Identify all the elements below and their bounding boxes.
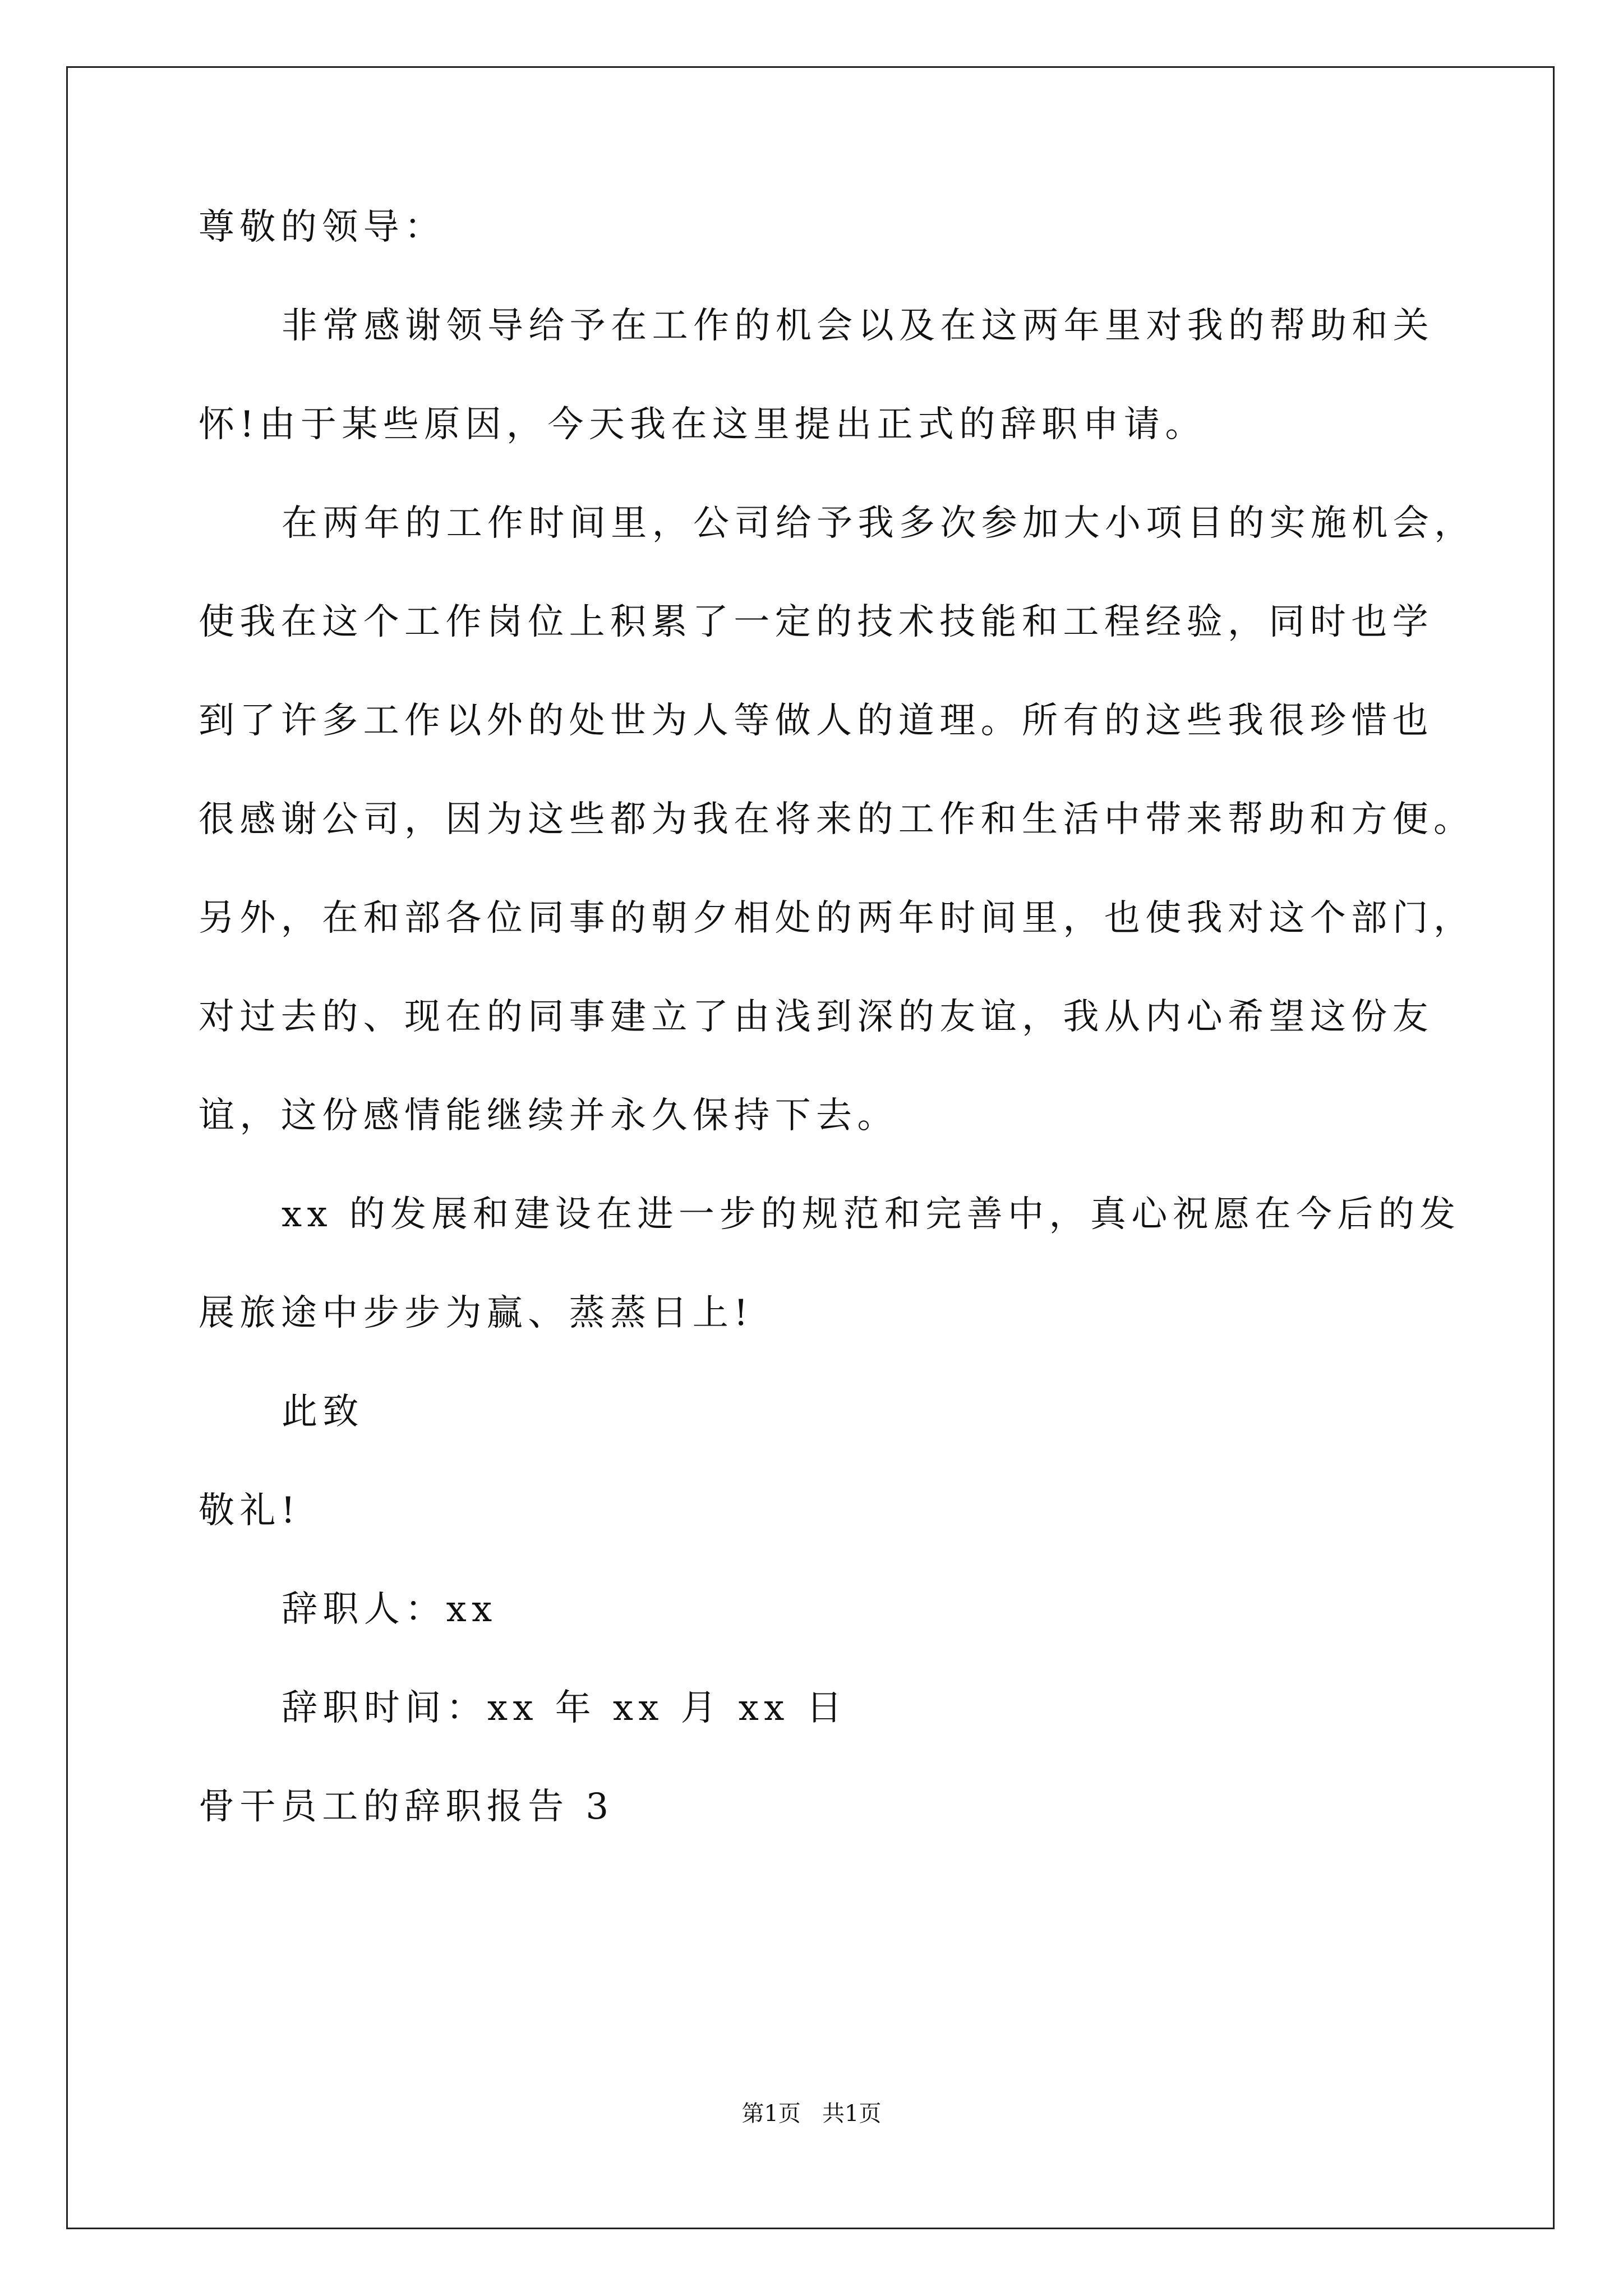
resign-date-line: 辞职时间：xx 年 xx 月 xx 日 xyxy=(282,1687,847,1729)
next-section-title: 骨干员工的辞职报告 3 xyxy=(199,1786,614,1828)
paragraph-2-line-3: 到了许多工作以外的处世为人等做人的道理。所有的这些我很珍惜也 xyxy=(199,700,1433,742)
closing-salutation: 此致 xyxy=(282,1391,364,1433)
paragraph-2-line-1: 在两年的工作时间里，公司给予我多次参加大小项目的实施机会， xyxy=(282,503,1476,544)
paragraph-2-line-2: 使我在这个工作岗位上积累了一定的技术技能和工程经验，同时也学 xyxy=(199,601,1433,643)
paragraph-1-line-1: 非常感谢领导给予在工作的机会以及在这两年里对我的帮助和关 xyxy=(282,305,1435,347)
paragraph-3-line-2: 展旅途中步步为赢、蒸蒸日上! xyxy=(199,1292,754,1334)
paragraph-2-line-4: 很感谢公司，因为这些都为我在将来的工作和生活中带来帮助和方便。 xyxy=(199,799,1475,840)
paragraph-2-line-6: 对过去的、现在的同事建立了由浅到深的友谊，我从内心希望这份友 xyxy=(199,996,1433,1038)
paragraph-3-line-1: xx 的发展和建设在进一步的规范和完善中，真心祝愿在今后的发 xyxy=(282,1194,1461,1235)
paragraph-2-line-7: 谊，这份感情能继续并永久保持下去。 xyxy=(199,1095,898,1137)
paragraph-1-line-2: 怀!由于某些原因，今天我在这里提出正式的辞职申请。 xyxy=(199,404,1206,445)
page-footer: 第1页 共1页 xyxy=(741,2101,882,2127)
closing-regards: 敬礼! xyxy=(199,1490,301,1531)
paragraph-2-line-5: 另外，在和部各位同事的朝夕相处的两年时间里，也使我对这个部门， xyxy=(199,898,1475,939)
greeting: 尊敬的领导： xyxy=(199,206,446,248)
page-border xyxy=(66,66,1555,2229)
resigner-line: 辞职人：xx xyxy=(282,1589,497,1630)
